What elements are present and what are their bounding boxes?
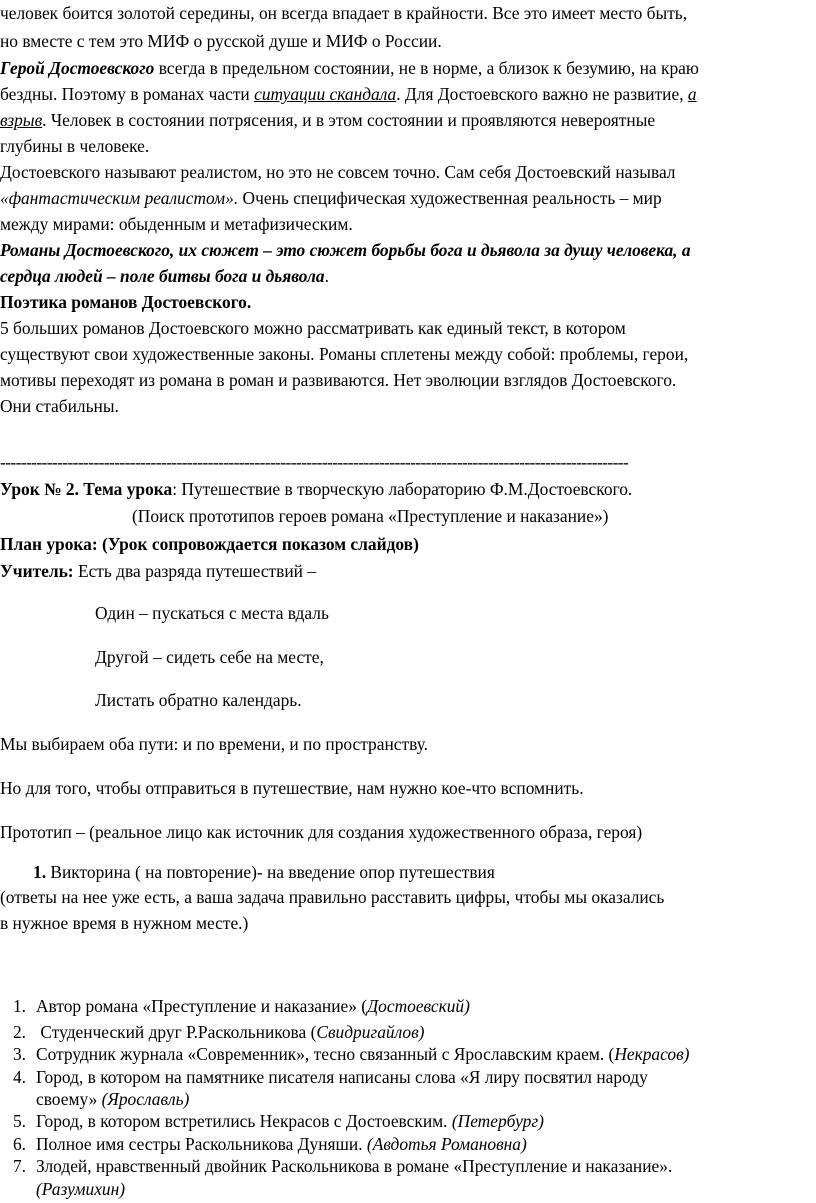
underlined-term: ситуации скандала xyxy=(254,84,397,104)
text-line: Но для того, чтобы отправиться в путешествие, нам нужно кое-что вспомнить. xyxy=(0,778,584,798)
text-line: существуют свои художественные законы. Романы сплетены между собой: проблемы, герои, xyxy=(0,344,689,364)
lesson-subtitle: (Поиск прототипов героев романа «Преступление и наказание») xyxy=(132,506,609,526)
poem-line: Другой – сидеть себе на месте, xyxy=(95,647,324,667)
answer: Некрасов) xyxy=(614,1044,690,1064)
text-line: мотивы переходят из романа в роман и развиваются. Нет эволюции взглядов Достоевского. xyxy=(0,370,677,390)
text-line: глубины в человеке. xyxy=(0,136,150,156)
answer: (Авдотья Романовна) xyxy=(366,1134,527,1154)
text-line: «фантастическим реалистом». Очень специфическая художественная реальность – мир xyxy=(0,188,662,208)
lesson-plan: План урока: (Урок сопровождается показом слайдов) xyxy=(0,534,419,554)
emphasis-hero: Герой Достоевского xyxy=(0,58,155,78)
answer: (Ярославль) xyxy=(101,1089,190,1109)
answer: (Разумихин) xyxy=(36,1179,126,1199)
list-item-continuation xyxy=(36,1176,125,1202)
section-heading: Поэтика романов Достоевского. xyxy=(0,292,252,312)
list-item: 7. Злодей, нравственный двойник Раскольникова в романе «Преступление и наказание». xyxy=(12,1156,673,1176)
list-item: 3. Сотрудник журнала «Современник», тесно связанный с Ярославским краем. (Некрасов) xyxy=(12,1044,690,1064)
text-line: между мирами: обыденным и метафизическим. xyxy=(0,214,353,234)
answer: Свидригайлов) xyxy=(316,1022,425,1042)
text-line: Герой Достоевского всегда в предельном состоянии, не в норме, а близок к безумию, на краю xyxy=(0,58,699,78)
text-line: но вместе с тем это МИФ о русской душе и МИФ о России. xyxy=(0,31,442,51)
quiz-note: в нужное время в нужном месте.) xyxy=(0,913,249,933)
prototype-definition: Прототип – (реальное лицо как источник для создания художественного образа, героя) xyxy=(0,822,643,842)
list-item-continuation: своему» (Ярославль) xyxy=(36,1089,190,1109)
text-line: взрыв. Человек в состоянии потрясения, и в этом состоянии и проявляются невероятные xyxy=(0,110,656,130)
quiz-heading: 1. Викторина ( на повторение)- на введение опор путешествия xyxy=(33,862,495,882)
text-line: Они стабильны. xyxy=(0,396,119,416)
answer: Достоевский) xyxy=(367,996,470,1016)
dashed-divider: ------------------------------------------------------------------------------------------------------------------------- xyxy=(0,452,629,472)
list-item: 4. Город, в котором на памятнике писателя написаны слова «Я лиру посвятил народу xyxy=(12,1067,648,1087)
underlined-term: а xyxy=(687,84,697,104)
list-item: 5. Город, в котором встретились Некрасов с Достоевским. (Петербург) xyxy=(12,1111,544,1131)
teacher-line: Учитель: Есть два разряда путешествий – xyxy=(0,561,317,581)
poem-line: Листать обратно календарь. xyxy=(95,690,302,710)
text-line: Достоевского называют реалистом, но это не совсем точно. Сам себя Достоевский называл xyxy=(0,162,676,182)
text-line: 5 больших романов Достоевского можно рассматривать как единый текст, в котором xyxy=(0,318,626,338)
text-line: человек боится золотой середины, он всегда впадает в крайности. Все это имеет место быть, xyxy=(0,3,688,23)
italic-quote: «фантастическим реалистом». xyxy=(0,188,239,208)
lesson-title: Урок № 2. Тема урока: Путешествие в творческую лабораторию Ф.М.Достоевского. xyxy=(0,479,633,499)
text-line: бездны. Поэтому в романах части ситуации скандала. Для Достоевского важно не развитие, а xyxy=(0,84,697,104)
underlined-term: взрыв xyxy=(0,110,43,130)
quiz-note: (ответы на нее уже есть, а ваша задача правильно расставить цифры, чтобы мы оказались xyxy=(0,887,665,907)
text-line: Мы выбираем оба пути: и по времени, и по пространству. xyxy=(0,734,429,754)
list-item: 1. Автор романа «Преступление и наказание» (Достоевский) xyxy=(12,996,470,1016)
bold-italic-statement: Романы Достоевского, их сюжет – это сюжет борьбы бога и дьявола за душу человека, а xyxy=(0,240,691,260)
list-item: 6. Полное имя сестры Раскольникова Дуняши. (Авдотья Романовна) xyxy=(12,1134,527,1154)
list-item: 2. Студенческий друг Р.Раскольникова (Свидригайлов) xyxy=(12,1022,425,1042)
poem-line: Один – пускаться с места вдаль xyxy=(95,603,329,623)
bold-italic-statement: сердца людей – поле битвы бога и дьявола. xyxy=(0,266,329,286)
answer: (Петербург) xyxy=(451,1111,544,1131)
